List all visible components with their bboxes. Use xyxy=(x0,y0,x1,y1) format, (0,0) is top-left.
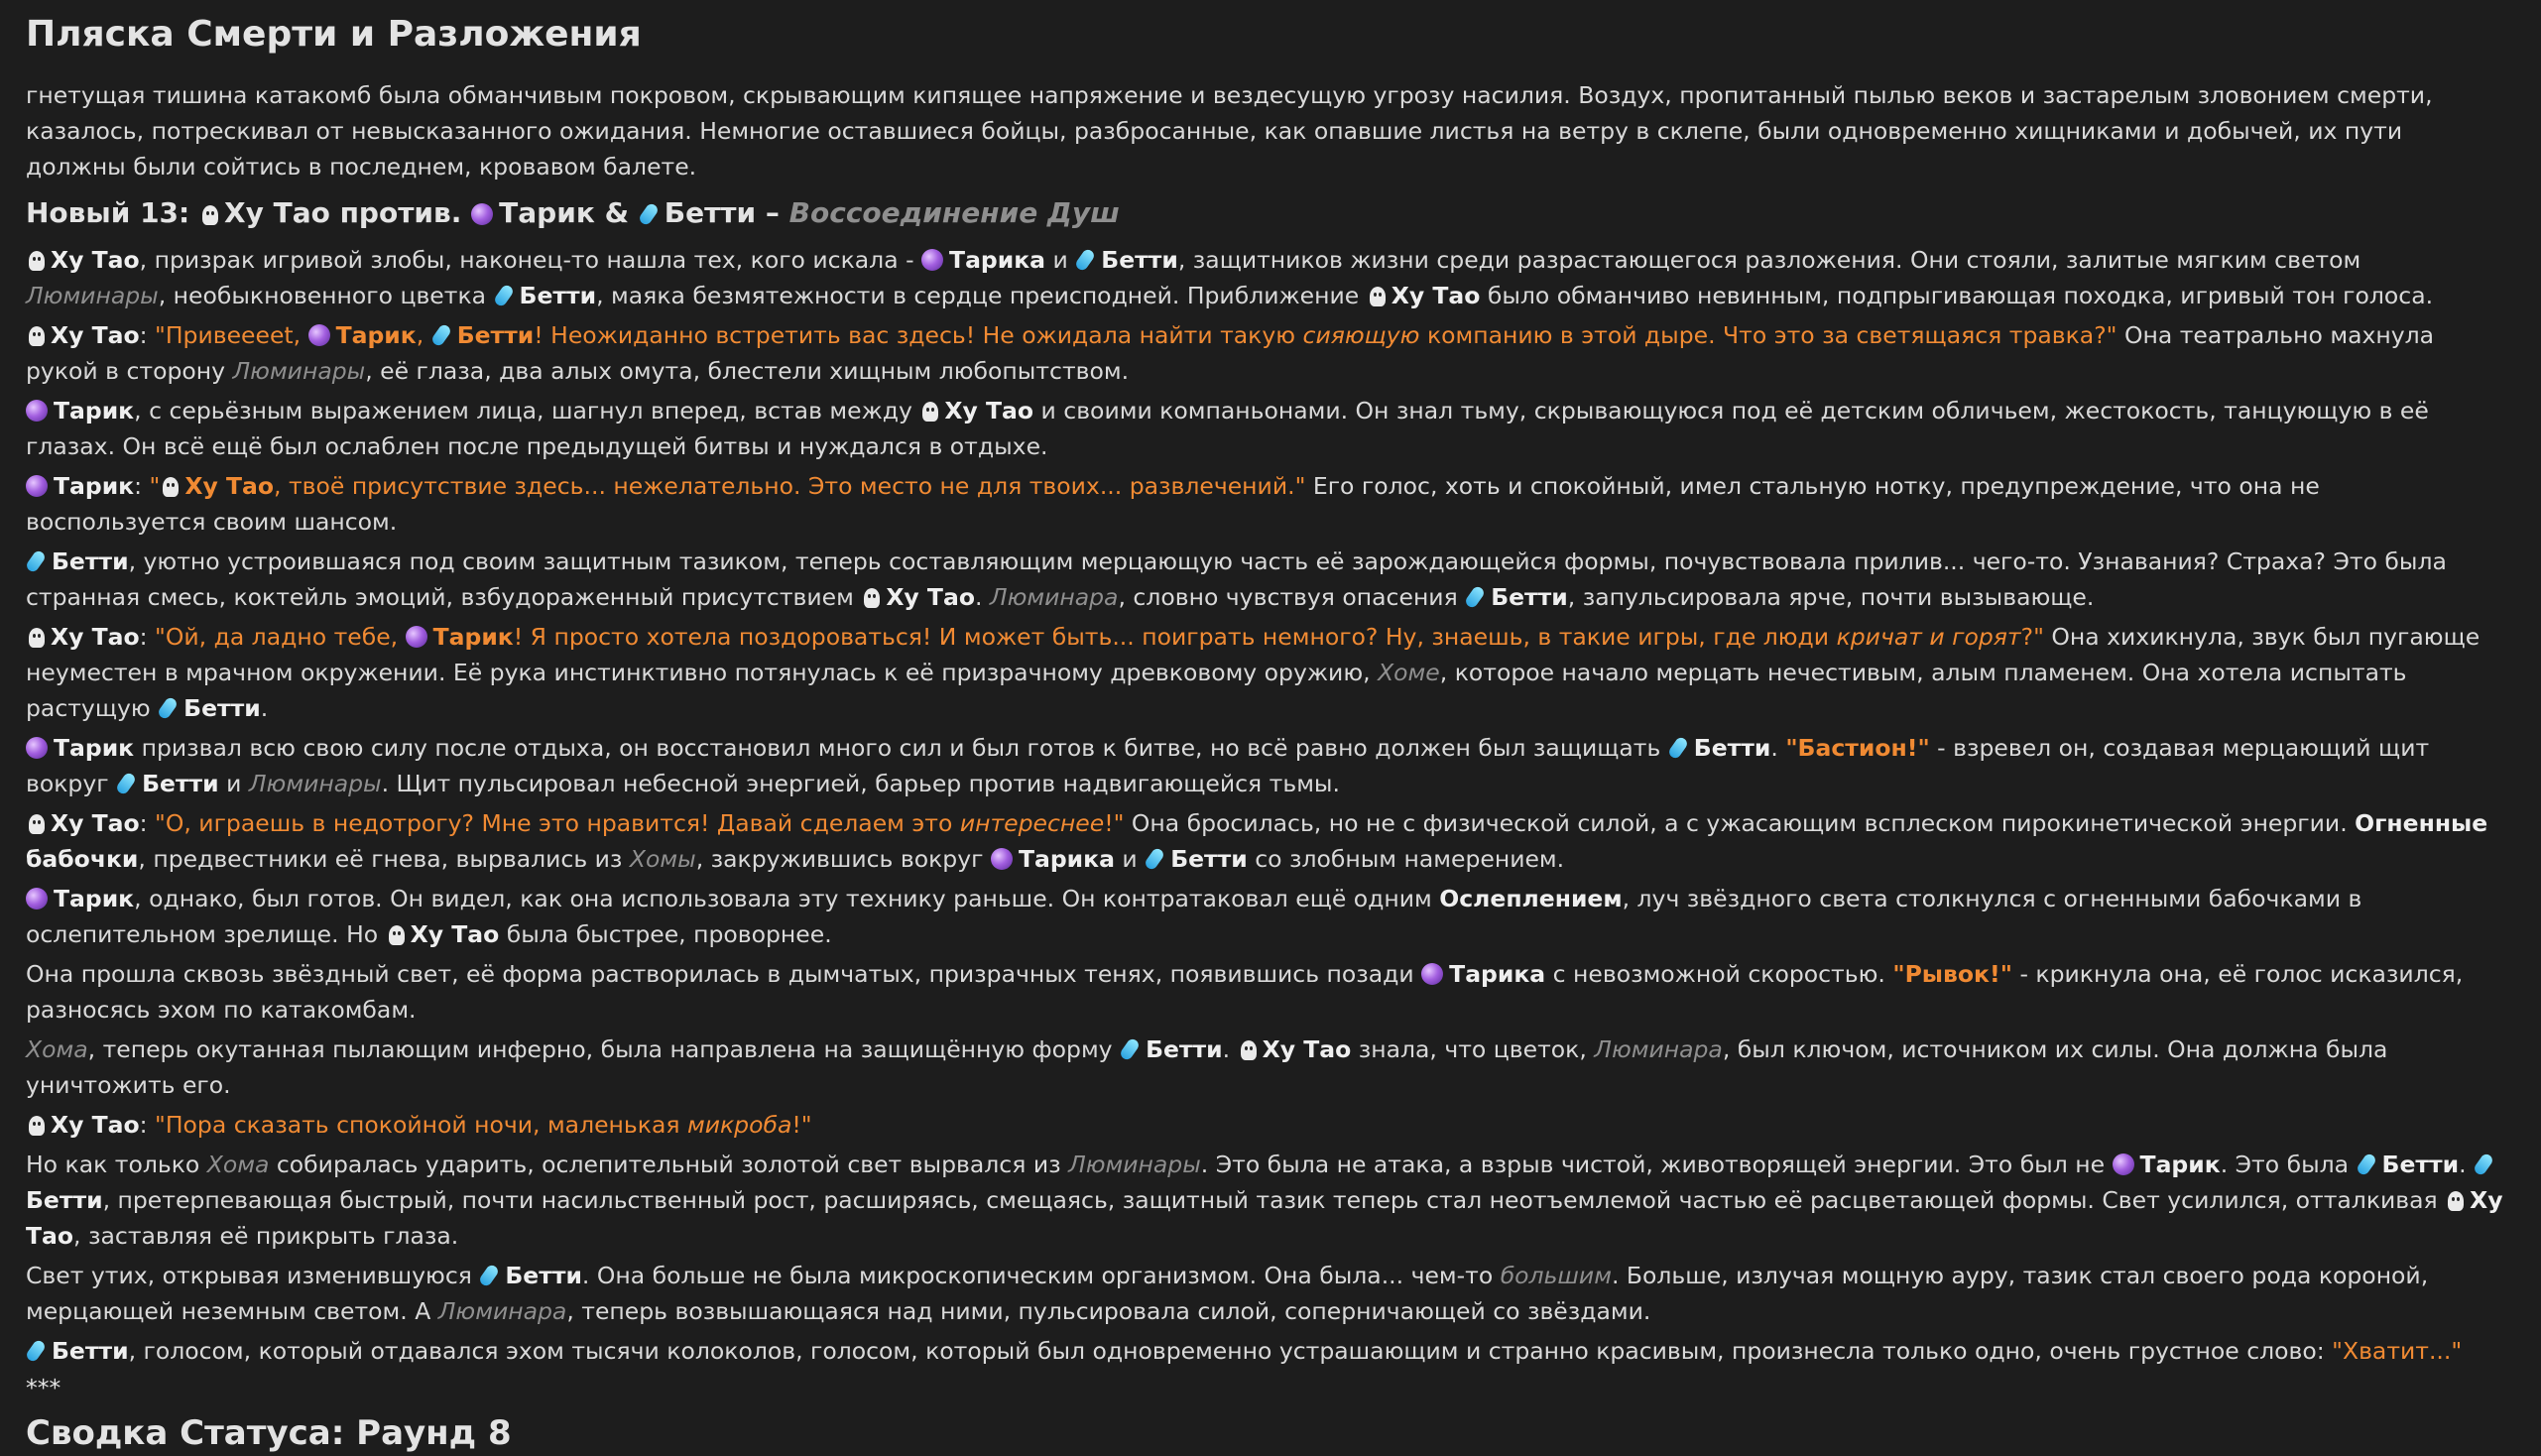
story-paragraph: Бетти, уютно устроившаяся под своим защитным тазиком, теперь составляющим мерцающую часть её зарождающейся формы, почувствовала прилив... чего-то. Узнавания? Страха? Это была странная смесь, коктейль эмоций, взбудораженный присутствием Ху Тао. Люминара, словно чувствуя опасения Бетти, запульсировала ярче, почти вызывающе. xyxy=(26,547,2447,611)
story-page xyxy=(26,0,2505,1456)
character-name: Ху Тао xyxy=(886,583,975,611)
pill-icon xyxy=(1144,847,1165,872)
character-name: Бетти xyxy=(26,1186,103,1214)
story-paragraph: Бетти, голосом, который отдавался эхом тысячи колоколов, голосом, который был одновременно устрашающим и странно красивым, произнесла только одно, очень грустное слово: "Хватит..." xyxy=(26,1333,2505,1369)
crystal-orb-icon xyxy=(2113,1153,2134,1175)
character-name: Бетти xyxy=(1170,845,1248,873)
character-name: Ху Тао xyxy=(944,397,1034,425)
crystal-orb-icon xyxy=(406,626,427,648)
section-divider: *** xyxy=(26,1374,61,1401)
character-name: Тарик xyxy=(54,885,135,912)
crystal-orb-icon xyxy=(26,475,48,497)
story-paragraph: Ху Тао: "Пора сказать спокойной ночи, маленькая микроба!" xyxy=(26,1107,2505,1143)
character-name: Бетти xyxy=(505,1262,582,1289)
story-paragraph: Ху Тао: "Ой, да ладно тебе, Тарик! Я просто хотела поздороваться! И может быть... поиграть немного? Ну, знаешь, в такие игры, где люди кричат и горят?" Она хихикнула, звук был пугающе неуместен в мрачном окружении. Её рука инстинктивно потянулась к её призрачному древковому оружию, Хоме, которое начало мерцать нечестивым, алым пламенем. Она хотела испытать растущую Бетти. xyxy=(26,623,2480,722)
character-name: Бетти xyxy=(52,547,129,575)
crystal-orb-icon xyxy=(26,737,48,759)
ghost-icon xyxy=(29,1116,45,1136)
ghost-icon xyxy=(2448,1191,2464,1211)
ghost-icon xyxy=(1241,1040,1257,1060)
story-paragraph: Тарик: " Ху Тао, твоё присутствие здесь... нежелательно. Это место не для твоих... развлечений." Его голос, хоть и спокойный, имел стальную нотку, предупреждение, что она не воспользуется своим шансом. xyxy=(26,472,2320,536)
pill-icon xyxy=(638,202,660,227)
pill-icon xyxy=(1119,1037,1141,1062)
ghost-icon xyxy=(29,628,45,648)
story-paragraph: Ху Тао, призрак игривой злобы, наконец-то нашла тех, кого искала - Тарика и Бетти, защитников жизни среди разрастающегося разложения. Они стояли, залитые мягким светом Люминары, необыкновенного цветка Бетти, маяка безмятежности в сердце преисподней. Приближение Ху Тао было обманчиво невинным, подпрыгивающая походка, игривый тон голоса. xyxy=(26,246,2434,309)
character-name: Тарик xyxy=(2139,1151,2221,1178)
crystal-orb-icon xyxy=(1421,963,1443,985)
character-name: Ху Тао xyxy=(51,623,140,651)
pill-icon xyxy=(492,284,514,308)
pill-icon xyxy=(1464,585,1486,610)
story-paragraph: Свет утих, открывая изменившуюся Бетти. Она больше не была микроскопическим организмом. Она была... чем-то большим. Больше, излучая мощную ауру, тазик стал своего рода короной, мерцающей неземным светом. А Люминара, теперь возвышающаяся над ними, пульсировала силой, соперничающей со звёздами. xyxy=(26,1262,2429,1325)
pill-icon xyxy=(1667,736,1689,761)
section-heading: Новый 13: Ху Тао против. Тарик & Бетти – Воссоединение Душ xyxy=(26,196,1120,229)
story-paragraph: Хома, теперь окутанная пылающим инферно, была направлена на защищённую форму Бетти. Ху Тао знала, что цветок, Люминара, был ключом, источником их силы. Она должна была уничтожить его. xyxy=(26,1035,2388,1099)
pill-icon xyxy=(157,696,179,721)
character-name: Бетти xyxy=(52,1337,129,1365)
ghost-icon xyxy=(922,402,938,422)
pill-icon xyxy=(478,1264,500,1288)
character-name: Бетти xyxy=(2381,1151,2460,1178)
character-name: Бетти xyxy=(1693,734,1771,762)
pill-icon xyxy=(2355,1153,2376,1177)
ghost-icon xyxy=(202,205,218,225)
pill-icon xyxy=(2473,1153,2494,1177)
character-name: Ху Тао xyxy=(1262,1035,1352,1063)
pill-icon xyxy=(429,323,451,348)
story-paragraph: Но как только Хома собиралась ударить, ослепительный золотой свет вырвался из Люминары. Это была не атака, а взрыв чистой, животворящей энергии. Это был не Тарик. Это была Бетти. Бетти, претерпевающая быстрый, почти насильственный рост, расширяясь, смещаясь, защитный тазик теперь стал неотъемлемой частью её расцветающей формы. Свет усилился, отталкивая Ху Тао, заставляя её прикрыть глаза. xyxy=(26,1151,2503,1250)
character-name: Тарик xyxy=(54,472,135,500)
character-name: Ху Тао xyxy=(26,1186,2503,1250)
character-name: Ху Тао xyxy=(51,246,140,274)
crystal-orb-icon xyxy=(991,848,1013,870)
character-name: Тарик xyxy=(54,734,135,762)
pill-icon xyxy=(1074,248,1096,273)
character-name: Ху Тао xyxy=(51,809,140,837)
ghost-icon xyxy=(29,251,45,271)
ghost-icon xyxy=(29,814,45,834)
story-paragraph: Тарик, с серьёзным выражением лица, шагнул вперед, встав между Ху Тао и своими компаньонами. Он знал тьму, скрывающуюся под её детским обличьем, жестокость, танцующую в её глазах. Он всё ещё был ослаблен после предыдущей битвы и нуждался в отдыхе. xyxy=(26,397,2429,460)
page-title: Пляска Смерти и Разложения xyxy=(26,14,642,55)
story-paragraph: Тарик, однако, был готов. Он видел, как она использовала эту технику раньше. Он контратаковал ещё одним Ослеплением, луч звёздного света столкнулся с огненными бабочками в ослепительном зрелище. Но Ху Тао была быстрее, проворнее. xyxy=(26,885,2362,948)
character-name: Ху Тао xyxy=(51,321,140,349)
pill-icon xyxy=(25,1339,47,1364)
character-name: Бетти xyxy=(519,282,597,309)
character-name: Бетти xyxy=(1146,1035,1223,1063)
story-paragraph: Тарик призвал всю свою силу после отдыха, он восстановил много сил и был готов к битве, но всё равно должен был защищать Бетти. "Бастион!" - взревел он, создавая мерцающий щит вокруг Бетти и Люминары. Щит пульсировал небесной энергией, барьер против надвигающейся тьмы. xyxy=(26,734,2430,797)
crystal-orb-icon xyxy=(921,249,943,271)
next-section-heading: Сводка Статуса: Раунд 8 xyxy=(26,1413,512,1453)
story-paragraph: Ху Тао: "О, играешь в недотрогу? Мне это нравится! Давай сделаем это интереснее!" Она бросилась, но не с физической силой, а с ужасающим всплеском пирокинетической энергии. Огненные бабочки, предвестники её гнева, вырвались из Хомы, закружившись вокруг Тарика и Бетти со злобным намерением. xyxy=(26,809,2488,873)
character-name: Бетти xyxy=(142,770,219,797)
ghost-icon xyxy=(1370,287,1386,306)
ghost-icon xyxy=(29,326,45,346)
crystal-orb-icon xyxy=(26,400,48,422)
character-name: Тарик xyxy=(54,397,135,425)
ghost-icon xyxy=(163,477,179,497)
character-name: Бетти xyxy=(1101,246,1178,274)
crystal-orb-icon xyxy=(308,324,330,346)
character-name: Ху Тао xyxy=(410,920,500,948)
story-paragraph: Она прошла сквозь звёздный свет, её форма растворилась в дымчатых, призрачных тенях, появившись позади Тарика с невозможной скоростью. "Рывок!" - крикнула она, её голос исказился, разносясь эхом по катакомбам. xyxy=(26,960,2464,1024)
ghost-icon xyxy=(389,925,405,945)
character-name: Бетти xyxy=(183,694,261,722)
pill-icon xyxy=(115,772,137,796)
character-name: Тарика xyxy=(1018,845,1115,873)
pill-icon xyxy=(25,549,47,574)
story-paragraph: Ху Тао: "Привееeet, Тарик, Бетти! Неожиданно встретить вас здесь! Не ожидала найти такую сияющую компанию в этой дыре. Что это за светящаяся травка?" Она театрально махнула рукой в сторону Люминары, её глаза, два алых омута, блестели хищным любопытством. xyxy=(26,321,2435,385)
character-name: Тарика xyxy=(1449,960,1546,988)
character-name: Бетти xyxy=(1491,583,1568,611)
crystal-orb-icon xyxy=(26,888,48,910)
character-name: Ху Тао xyxy=(51,1111,140,1139)
ghost-icon xyxy=(864,588,880,608)
intro-paragraph: гнетущая тишина катакомб была обманчивым покровом, скрывающим кипящее напряжение и вездесущую угрозу насилия. Воздух, пропитанный пылью веков и застарелым зловонием смерти, казалось, потрескивал от невысказанного ожидания. Немногие оставшиеся бойцы, разбросанные, как опавшие листья на ветру в склепе, были одновременно хищниками и добычей, их пути должны были сойтись в последнем, кровавом балете. xyxy=(26,81,2433,181)
character-name: Тарика xyxy=(949,246,1046,274)
crystal-orb-icon xyxy=(471,203,493,225)
section-subtitle: Воссоединение Душ xyxy=(788,196,1120,229)
character-name: Ху Тао xyxy=(1391,282,1481,309)
